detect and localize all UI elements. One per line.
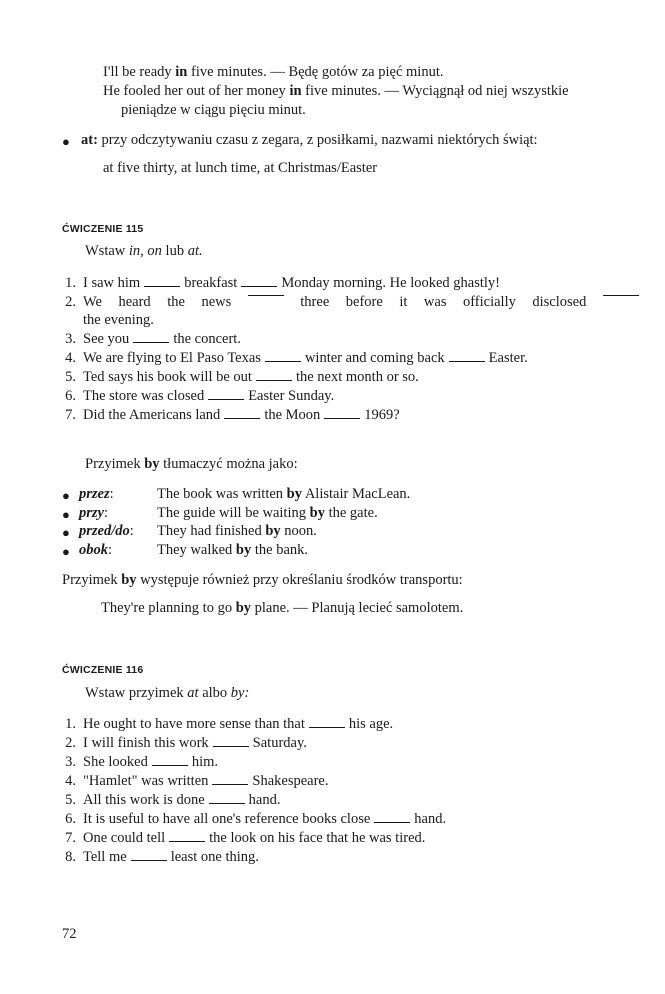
answer-blank[interactable] xyxy=(224,417,260,419)
page-number: 72 xyxy=(62,926,77,942)
by-example: They had finished by noon. xyxy=(157,523,317,539)
answer-blank[interactable] xyxy=(131,859,167,861)
answer-blank[interactable] xyxy=(213,745,249,747)
sentence-116-1: He ought to have more sense than that his age. xyxy=(83,716,394,732)
by-term: przed/do: xyxy=(79,523,134,539)
answer-blank[interactable] xyxy=(603,294,639,296)
item-number: 5. xyxy=(65,792,76,808)
sentence-115-6: The store was closed Easter Sunday. xyxy=(83,388,335,404)
by-transport-rule: Przyimek by występuje również przy określaniu środków transportu: xyxy=(62,572,463,588)
answer-blank[interactable] xyxy=(374,821,410,823)
bullet-icon: ● xyxy=(62,544,70,559)
answer-blank[interactable] xyxy=(248,294,284,296)
item-number: 7. xyxy=(65,407,76,423)
sentence-116-4: "Hamlet" was written Shakespeare. xyxy=(83,773,329,789)
answer-blank[interactable] xyxy=(152,764,188,766)
sentence-115-2-continued: the evening. xyxy=(83,312,154,328)
intro-line-2: He fooled her out of her money in five minutes. — Wyciągnął od niej wszystkie xyxy=(103,83,569,99)
item-number: 1. xyxy=(65,275,76,291)
by-term: przy: xyxy=(79,505,109,521)
answer-blank[interactable] xyxy=(144,285,180,287)
item-number: 4. xyxy=(65,350,76,366)
exercise-115-title: ĆWICZENIE 115 xyxy=(62,223,144,235)
sentence-116-5: All this work is done hand. xyxy=(83,792,281,808)
answer-blank[interactable] xyxy=(209,802,245,804)
sentence-115-7: Did the Americans land the Moon 1969? xyxy=(83,407,400,423)
by-term: przez: xyxy=(79,486,114,502)
item-number: 6. xyxy=(65,388,76,404)
exercise-115-instruction: Wstaw in, on lub at. xyxy=(85,243,203,259)
by-intro: Przyimek by tłumaczyć można jako: xyxy=(85,456,298,472)
intro-line-1: I'll be ready in five minutes. — Będę gotów za pięć minut. xyxy=(103,64,444,80)
intro-line-3: pieniądze w ciągu pięciu minut. xyxy=(121,102,306,118)
by-example: The book was written by Alistair MacLean. xyxy=(157,486,411,502)
answer-blank[interactable] xyxy=(241,285,277,287)
sentence-116-6: It is useful to have all one's reference books close hand. xyxy=(83,811,447,827)
by-transport-example: They're planning to go by plane. — Planują lecieć samolotem. xyxy=(101,600,464,616)
at-examples: at five thirty, at lunch time, at Christmas/Easter xyxy=(103,160,378,176)
by-example: The guide will be waiting by the gate. xyxy=(157,505,378,521)
sentence-115-2: We heard the news three before it was officially disclosed xyxy=(83,294,639,311)
answer-blank[interactable] xyxy=(133,341,169,343)
item-number: 2. xyxy=(65,294,76,310)
answer-blank[interactable] xyxy=(208,398,244,400)
sentence-115-1: I saw him breakfast Monday morning. He looked ghastly! xyxy=(83,275,501,291)
item-number: 2. xyxy=(65,735,76,751)
bullet-icon: ● xyxy=(62,488,70,503)
answer-blank[interactable] xyxy=(212,783,248,785)
item-number: 1. xyxy=(65,716,76,732)
sentence-115-3: See you the concert. xyxy=(83,331,241,347)
bullet-icon: ● xyxy=(62,134,70,149)
at-usage: at: przy odczytywaniu czasu z zegara, z posiłkami, nazwami niektórych świąt: xyxy=(81,132,538,148)
item-number: 6. xyxy=(65,811,76,827)
item-number: 8. xyxy=(65,849,76,865)
item-number: 5. xyxy=(65,369,76,385)
sentence-116-2: I will finish this work Saturday. xyxy=(83,735,307,751)
by-example: They walked by the bank. xyxy=(157,542,309,558)
exercise-116-instruction: Wstaw przyimek at albo by: xyxy=(85,685,250,701)
item-number: 7. xyxy=(65,830,76,846)
exercise-116-title: ĆWICZENIE 116 xyxy=(62,664,144,676)
item-number: 4. xyxy=(65,773,76,789)
answer-blank[interactable] xyxy=(309,726,345,728)
sentence-116-8: Tell me least one thing. xyxy=(83,849,259,865)
answer-blank[interactable] xyxy=(324,417,360,419)
sentence-116-7: One could tell the look on his face that he was tired. xyxy=(83,830,426,846)
answer-blank[interactable] xyxy=(265,360,301,362)
sentence-115-5: Ted says his book will be out the next month or so. xyxy=(83,369,419,385)
by-term: obok: xyxy=(79,542,113,558)
sentence-116-3: She looked him. xyxy=(83,754,219,770)
item-number: 3. xyxy=(65,331,76,347)
item-number: 3. xyxy=(65,754,76,770)
bullet-icon: ● xyxy=(62,525,70,540)
sentence-115-4: We are flying to El Paso Texas winter and coming back Easter. xyxy=(83,350,528,366)
answer-blank[interactable] xyxy=(169,840,205,842)
answer-blank[interactable] xyxy=(449,360,485,362)
bullet-icon: ● xyxy=(62,507,70,522)
answer-blank[interactable] xyxy=(256,379,292,381)
